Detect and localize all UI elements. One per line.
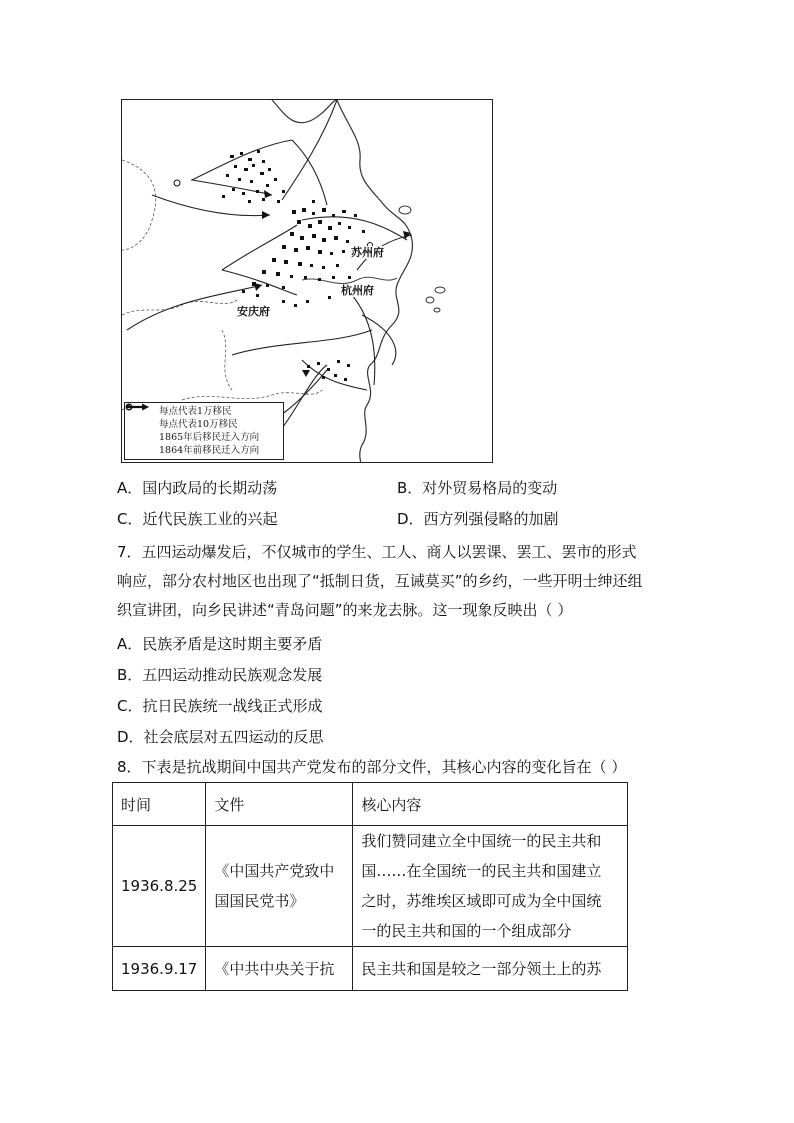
place-label-suzhou: 苏州府 [351, 246, 384, 259]
legend-label: 每点代表10万移民 [159, 419, 238, 430]
header-cell-time: 时间 [113, 783, 206, 826]
place-label-anqing: 安庆府 [237, 305, 270, 318]
legend-row [129, 431, 279, 444]
header-cell-document: 文件 [206, 783, 353, 826]
content-line: 一的民主共和国的一个组成部分 [361, 922, 572, 940]
content-line: 之时，苏维埃区域即可成为全中国统 [361, 892, 602, 910]
content-line: 国……在全国统一的民主共和国建立 [361, 862, 602, 880]
place-label-hangzhou: 杭州府 [341, 284, 374, 297]
document-title-line: 《中国共产党致中 [214, 862, 335, 880]
q7-option-a: A．民族矛盾是这时期主要矛盾 [117, 635, 323, 653]
q7-option-d: D．社会底层对五四运动的反思 [117, 728, 324, 746]
migration-map [121, 99, 493, 463]
cell-date: 1936.9.17 [113, 947, 206, 991]
cell-document: 《中共中央关于抗 [206, 947, 353, 991]
header-cell-content: 核心内容 [353, 783, 628, 826]
migrant-dots [222, 150, 365, 381]
legend-row [129, 405, 279, 418]
table-row [113, 826, 628, 947]
legend-row [129, 444, 279, 457]
q6-option-b: B．对外贸易格局的变动 [397, 479, 558, 497]
q6-option-c: C．近代民族工业的兴起 [117, 510, 278, 528]
map-legend [124, 402, 284, 460]
q8-stem: 8．下表是抗战期间中国共产党发布的部分文件，其核心内容的变化旨在（ ） [117, 758, 627, 776]
cell-document [206, 826, 353, 947]
q7-stem-line: 7．五四运动爆发后，不仅城市的学生、工人、商人以罢课、罢工、罢市的形式 [117, 543, 637, 561]
cell-content: 民主共和国是较之一部分领土上的苏 [353, 947, 628, 991]
q7-option-b: B．五四运动推动民族观念发展 [117, 666, 323, 684]
legend-label: 每点代表1万移民 [159, 406, 232, 417]
legend-label: 1864年前移民迁入方向 [159, 445, 260, 456]
document-title-line: 国国民党书》 [214, 892, 305, 910]
content-line: 我们赞同建立全中国统一的民主共和 [361, 832, 602, 850]
q7-stem-line: 织宣讲团，向乡民讲述“青岛问题”的来龙去脉。这一现象反映出（ ） [117, 601, 573, 619]
cell-content [353, 826, 628, 947]
q7-stem-line: 响应，部分农村地区也出现了“抵制日货，互诫莫买”的乡约，一些开明士绅还组 [117, 572, 643, 590]
q6-option-a: A．国内政局的长期动荡 [117, 479, 278, 497]
legend-row [129, 418, 279, 431]
table-header-row [113, 783, 628, 826]
q7-option-c: C．抗日民族统一战线正式形成 [117, 697, 323, 715]
table-row [113, 947, 628, 991]
q6-option-d: D．西方列强侵略的加剧 [397, 510, 559, 528]
documents-table [112, 782, 628, 991]
cell-date: 1936.8.25 [113, 826, 206, 947]
legend-label: 1865年后移民迁入方向 [159, 432, 260, 443]
